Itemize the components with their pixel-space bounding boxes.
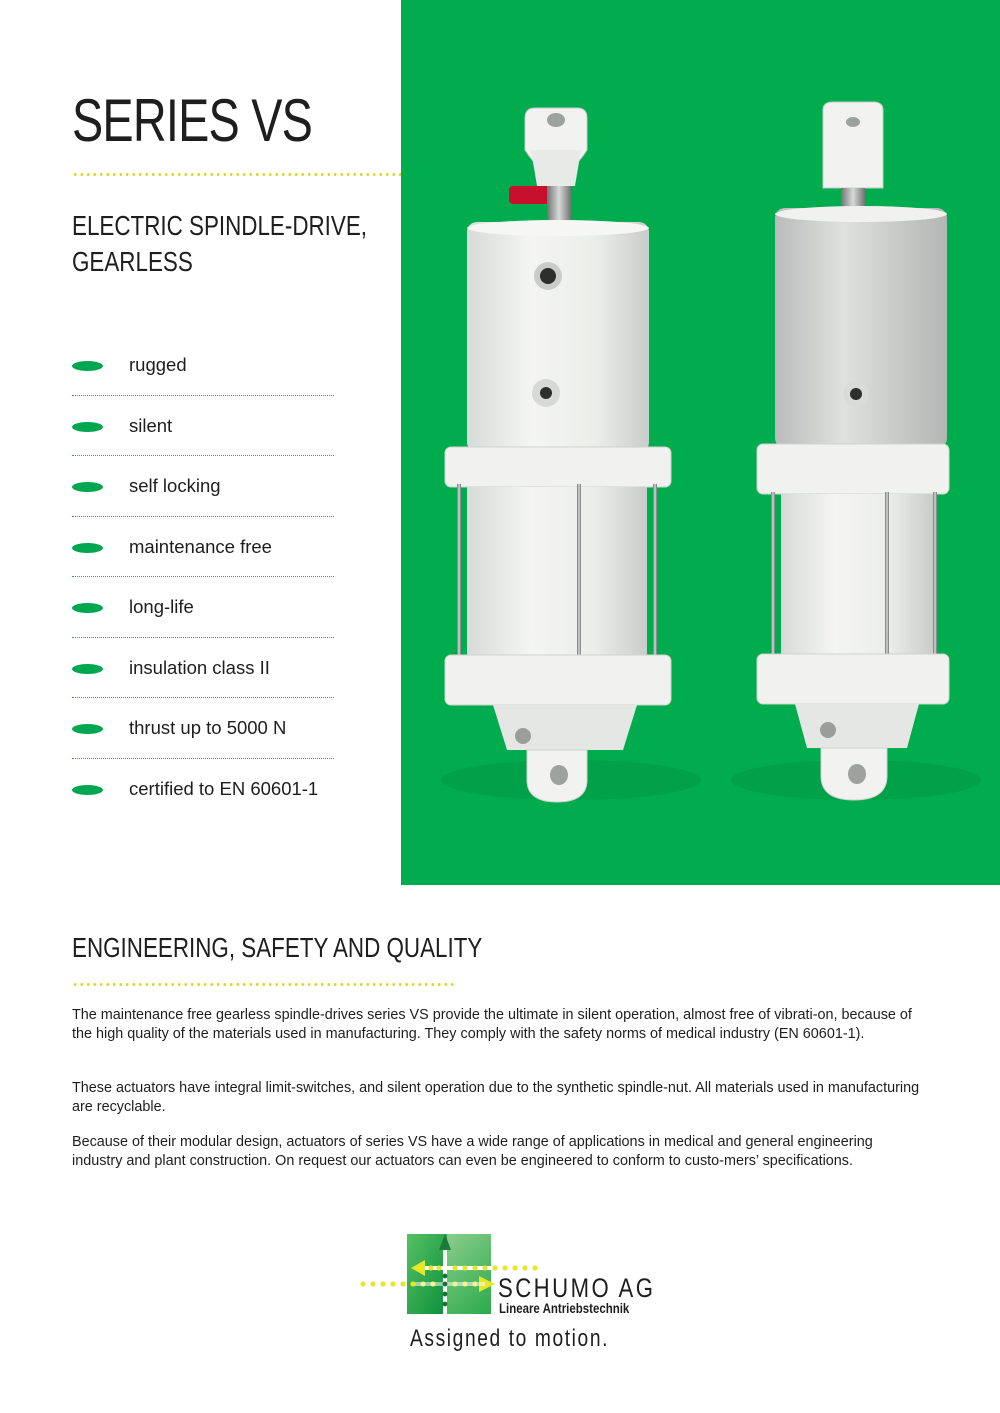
actuator-left (441, 108, 701, 802)
bullet-icon (72, 361, 103, 371)
bullet-icon (72, 664, 103, 674)
body-paragraph: Because of their modular design, actuators of series VS have a wide range of applications in medical and general engineering industry and plant construction. On request our actuators can even be engineered to conform to custo-mers’ specifications. (72, 1134, 873, 1169)
bullet-icon (72, 785, 103, 795)
feature-label: rugged (129, 354, 187, 375)
body-paragraph: The maintenance free gearless spindle-drives series VS provide the ultimate in silent operation, almost free of vibrati-on, because of the high quality of the materials used in manufacturing. They comply with the safety norms of medical industry (EN 60601-1). (72, 1007, 912, 1042)
bullet-icon (72, 603, 103, 613)
feature-label: certified to EN 60601-1 (129, 777, 319, 799)
page-title: SERIES VS (72, 87, 313, 154)
body-paragraph: These actuators have integral limit-switches, and silent operation due to the synthetic spindle-nut. All materials used in manufacturing are recyclable. (72, 1080, 920, 1115)
subtitle-line-1: ELECTRIC SPINDLE-DRIVE, (72, 210, 367, 241)
actuator-right (731, 102, 981, 800)
bullet-icon (72, 724, 103, 734)
feature-item (72, 396, 334, 457)
bullet-icon (72, 422, 103, 432)
subtitle-line-2: GEARLESS (72, 246, 193, 277)
product-photo-panel (401, 0, 1000, 885)
actuator-illustration (401, 0, 1000, 885)
feature-item (72, 577, 334, 638)
feature-item (72, 638, 334, 699)
bullet-icon (72, 482, 103, 492)
feature-label: insulation class II (129, 656, 270, 678)
dotted-divider-section (72, 983, 456, 986)
bullet-icon (72, 543, 103, 553)
feature-label: long-life (129, 596, 194, 617)
section-heading: ENGINEERING, SAFETY AND QUALITY (72, 932, 483, 963)
logo-company-subtitle: Lineare Antriebstechnik (499, 1301, 630, 1316)
feature-list (72, 335, 334, 819)
feature-item (72, 335, 334, 396)
logo-company-name: SCHUMO AG (498, 1273, 656, 1303)
feature-item (72, 698, 334, 759)
logo-tagline: Assigned to motion. (410, 1325, 610, 1352)
feature-item (72, 456, 334, 517)
feature-item (72, 517, 334, 578)
feature-label: self locking (129, 475, 221, 496)
feature-label: maintenance free (129, 535, 272, 557)
feature-label: silent (129, 414, 173, 436)
feature-item (72, 759, 334, 820)
page-subtitle (72, 208, 367, 280)
feature-label: thrust up to 5000 N (129, 717, 287, 738)
